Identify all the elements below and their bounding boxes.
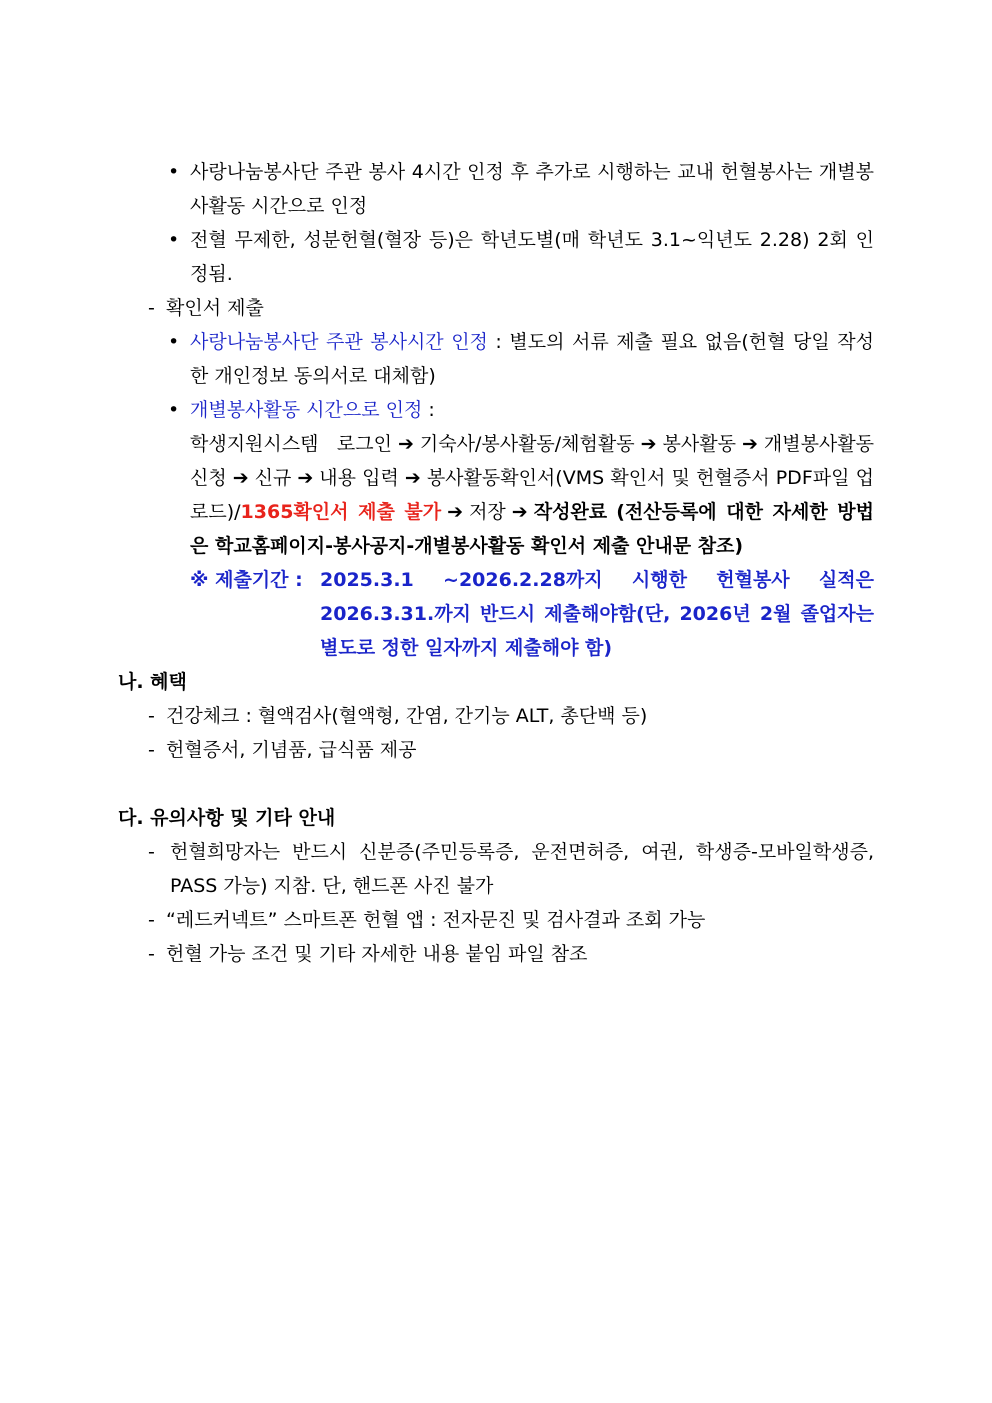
note-text: 헌혈 가능 조건 및 기타 자세한 내용 붙임 파일 참조 bbox=[166, 943, 588, 965]
bullet-item bbox=[118, 325, 874, 393]
arrow-icon: ➔ bbox=[640, 433, 657, 455]
bullet-item bbox=[118, 155, 874, 223]
submit-title: 확인서 제출 bbox=[166, 297, 264, 319]
arrow-icon: ➔ bbox=[297, 467, 314, 489]
spacer bbox=[118, 767, 874, 801]
deadline-note bbox=[118, 563, 874, 665]
benefit-text: 건강체크 : 혈액검사(혈액형, 간염, 간기능 ALT, 총단백 등) bbox=[166, 705, 648, 727]
dash-mark: - bbox=[148, 909, 155, 931]
procedure-steps bbox=[118, 427, 874, 563]
dash-mark: - bbox=[148, 841, 155, 863]
warning-1365-not-accepted: 1365확인서 제출 불가 bbox=[240, 501, 442, 523]
arrow-icon: ➔ bbox=[397, 433, 414, 455]
arrow-icon: ➔ bbox=[511, 501, 528, 523]
arrow-icon: ➔ bbox=[232, 467, 249, 489]
dash-mark: - bbox=[148, 943, 155, 965]
submit-item2-colon: : bbox=[422, 399, 435, 421]
arrow-icon: ➔ bbox=[741, 433, 758, 455]
step-volunteer: 봉사활동 bbox=[662, 433, 736, 455]
step-login: 학생지원시스템 로그인 bbox=[190, 433, 392, 455]
step-new: 신규 bbox=[254, 467, 292, 489]
arrow-icon: ➔ bbox=[447, 501, 464, 523]
step-save: 저장 bbox=[469, 501, 506, 523]
submit-item1-text: : 별도의 서류 제출 필요 없음(헌혈 당일 작성한 개인정보 동의서로 대체함) bbox=[190, 331, 874, 387]
section-heading-notes: 다. 유의사항 및 기타 안내 bbox=[118, 807, 336, 829]
dash-mark: - bbox=[148, 705, 155, 727]
dash-item bbox=[118, 903, 874, 937]
deadline-text: 2025.3.1 ~2026.2.28까지 시행한 헌혈봉사 실적은 2026.3.31.까지 반드시 제출해야함(단, 2026년 2월 졸업자는 별도로 정한 일자까지 제출해야 함) bbox=[320, 569, 874, 659]
step-menu: 기숙사/봉사활동/체험활동 bbox=[419, 433, 635, 455]
arrow-icon: ➔ bbox=[404, 467, 421, 489]
dash-item bbox=[118, 937, 874, 971]
dash-item bbox=[118, 733, 874, 767]
step-input: 내용 입력 bbox=[319, 467, 399, 489]
bullet-mark: • bbox=[168, 229, 180, 251]
dash-item-submit bbox=[118, 291, 874, 325]
submit-item1-highlight: 사랑나눔봉사단 주관 봉사시간 인정 bbox=[190, 331, 488, 353]
note-text: 헌혈희망자는 반드시 신분증(주민등록증, 운전면허증, 여권, 학생증-모바일학생증, PASS 가능) 지참. 단, 핸드폰 사진 불가 bbox=[170, 841, 874, 897]
step-complete: 작성완료 bbox=[533, 501, 608, 523]
dash-item bbox=[118, 835, 874, 903]
dash-item bbox=[118, 699, 874, 733]
bullet-mark: • bbox=[168, 161, 180, 183]
deadline-label: ※ 제출기간 : bbox=[190, 569, 303, 591]
dash-mark: - bbox=[148, 739, 155, 761]
step-upload: 봉사활동확인서(VMS 확인서 및 헌혈증서 PDF파일 업로드)/ bbox=[190, 467, 874, 523]
dash-mark: - bbox=[148, 297, 155, 319]
bullet-mark: • bbox=[168, 331, 180, 353]
bullet-mark: • bbox=[168, 399, 180, 421]
section-heading-benefits: 나. 혜택 bbox=[118, 671, 187, 693]
procedure-reference-note: (전산등록에 대한 자세한 방법은 학교홈페이지-봉사공지-개별봉사활동 확인서 제출 안내문 참조) bbox=[190, 501, 875, 557]
step-apply: 개별봉사활동신청 bbox=[190, 433, 874, 489]
submit-item2-highlight: 개별봉사활동 시간으로 인정 bbox=[190, 399, 423, 421]
document-body bbox=[118, 155, 874, 971]
bullet-item bbox=[118, 223, 874, 291]
bullet-text: 사랑나눔봉사단 주관 봉사 4시간 인정 후 추가로 시행하는 교내 헌혈봉사는 개별봉사활동 시간으로 인정 bbox=[190, 161, 874, 217]
bullet-item bbox=[118, 393, 874, 427]
benefit-text: 헌혈증서, 기념품, 급식품 제공 bbox=[166, 739, 417, 761]
bullet-text: 전혈 무제한, 성분헌혈(혈장 등)은 학년도별(매 학년도 3.1~익년도 2.28) 2회 인정됨. bbox=[190, 229, 874, 285]
note-text: “레드커넥트” 스마트폰 헌혈 앱 : 전자문진 및 검사결과 조회 가능 bbox=[166, 909, 706, 931]
